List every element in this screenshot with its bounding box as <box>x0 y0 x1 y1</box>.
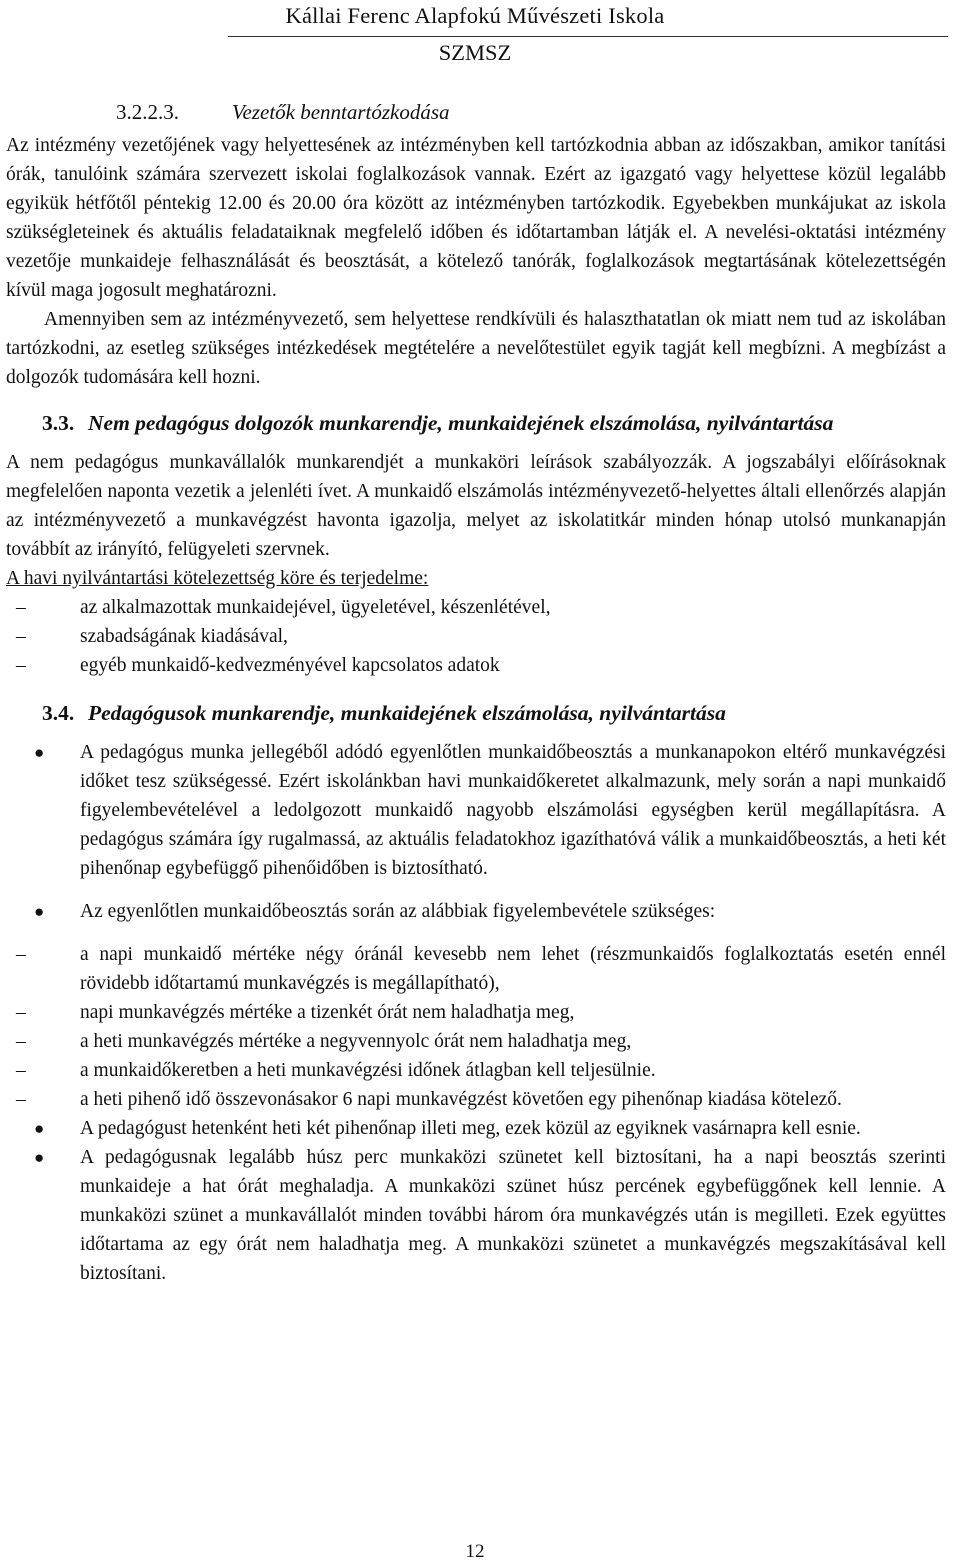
bullet-list <box>6 897 946 926</box>
dash-marker: – <box>16 626 26 647</box>
section-heading-34 <box>42 698 946 728</box>
section-heading-33 <box>42 408 946 438</box>
list-item: – a heti pihenő idő összevonásakor 6 napi munkavégzést követően egy pihenőnap kiadása kötelező. <box>6 1085 946 1114</box>
list-item: ● Az egyenlőtlen munkaidőbeosztás során az alábbiak figyelembevétele szükséges: <box>6 897 946 926</box>
dash-marker: – <box>16 655 26 676</box>
list-item: – szabadságának kiadásával, <box>6 622 946 651</box>
section-title: Pedagógusok munkarendje, munkaidejének elszámolása, nyilvántartása <box>88 701 726 725</box>
section-title: Nem pedagógus dolgozók munkarendje, munkaidejének elszámolása, nyilvántartása <box>88 411 834 435</box>
bullet-list <box>6 738 946 883</box>
document-body <box>6 98 946 1288</box>
bullet-marker: ● <box>34 743 45 762</box>
list-item: ● A pedagógusnak legalább húsz perc munkaközi szünetet kell biztosítani, ha a napi beosztás szerinti munkaideje a hat órát meghaladja. A munkaközi szünet húsz percének egybefüggőnek kell lennie. A munkaközi szünet a munkavállalót minden további három óra munkavégzés után is megilleti. Ezek együttes időtartama az egy órát nem haladhatja meg. A munkaközi szünetet a munkavégzés megszakításával kell biztosítani. <box>6 1143 946 1288</box>
paragraph: Amennyiben sem az intézményvezető, sem helyettese rendkívüli és halaszthatatlan ok miatt nem tud az iskolában tartózkodni, az esetleg szükséges intézkedések megtételére a nevelőtestület egyik tagját kell megbízni. A megbízást a dolgozók tudomására kell hozni. <box>6 309 946 388</box>
bullet-marker: ● <box>34 1119 45 1138</box>
bullet-marker: ● <box>34 902 45 921</box>
dash-list <box>6 593 946 680</box>
list-item: – a munkaidőkeretben a heti munkavégzési időnek átlagban kell teljesülnie. <box>6 1056 946 1085</box>
list-item: – a napi munkaidő mértéke négy óránál kevesebb nem lehet (részmunkaidős foglalkoztatás esetén ennél rövidebb időtartamú munkavégzés is megállapítható), <box>6 940 946 998</box>
list-item: – a heti munkavégzés mértéke a negyvennyolc órát nem haladhatja meg, <box>6 1027 946 1056</box>
dash-marker: – <box>16 1060 26 1081</box>
dash-marker: – <box>16 1002 26 1023</box>
section-number: 3.4. <box>42 701 75 725</box>
page-number: 12 <box>465 1541 485 1562</box>
section-number: 3.2.2.3. <box>116 100 179 124</box>
dash-marker: – <box>16 1031 26 1052</box>
header-rule <box>228 36 948 37</box>
paragraph: A nem pedagógus munkavállalók munkarendjét a munkaköri leírások szabályozzák. A jogszabályi előírásoknak megfelelően naponta vezetik a jelenléti ívet. A munkaidő elszámolás intézményvezető-helyettes általi ellenőrzés alapján az intézményvezető a munkavégzést havonta igazolja, melyet az iskolatitkár minden hónap utolsó munkanapján továbbít az irányító, felügyeleti szervnek. <box>6 452 946 560</box>
bullet-marker: ● <box>34 1148 45 1167</box>
section-heading-3223 <box>116 98 946 127</box>
section-title: Vezetők benntartózkodása <box>232 100 450 124</box>
school-name: Kállai Ferenc Alapfokú Művészeti Iskola <box>285 3 665 28</box>
list-item: ● A pedagógust hetenként heti két pihenőnap illeti meg, ezek közül az egyiknek vasárnapra kell esnie. <box>6 1114 946 1143</box>
list-item: – napi munkavégzés mértéke a tizenkét órát nem haladhatja meg, <box>6 998 946 1027</box>
document-code: SZMSZ <box>438 40 512 65</box>
paragraph: Az intézmény vezetőjének vagy helyettesének az intézményben kell tartózkodnia abban az időszakban, amikor tanítási órák, tanulóink számára szervezett iskolai foglalkozások vannak. Ezért az igazgató vagy helyettese közül legalább egyikük hétfőtől péntekig 12.00 és 20.00 óra között az intézményben tartózkodik. Egyebekben munkájukat az iskola szükségleteinek és aktuális feladataiknak megfelelő időben és időtartamban látják el. A nevelési-oktatási intézmény vezetője munkaideje felhasználását és beosztását, a kötelező tanórák, foglalkozások megtartásának kötelezettségén kívül maga jogosult meghatározni. <box>6 135 946 301</box>
dash-marker: – <box>16 1089 26 1110</box>
section-number: 3.3. <box>42 411 75 435</box>
dash-list <box>6 940 946 1114</box>
bullet-list <box>6 1114 946 1288</box>
dash-marker: – <box>16 597 26 618</box>
list-item: – az alkalmazottak munkaidejével, ügyeletével, készenlétével, <box>6 593 946 622</box>
dash-marker: – <box>16 944 26 965</box>
list-item: ● A pedagógus munka jellegéből adódó egyenlőtlen munkaidőbeosztás a munkanapokon eltérő munkavégzési időket tesz szükségessé. Ezért iskolánkban havi munkaidőkeretet alkalmazunk, mely során a napi munkaidő figyelembevételével a ledolgozott munkaidő nagyobb elszámolási egységben kerül megállapításra. A pedagógus számára így rugalmassá, az aktuális feladatokhoz igazíthatóvá válik a munkaidőbeosztás, a heti két pihenőnap egybefüggő pihenőidőben is biztosítható. <box>6 738 946 883</box>
list-item: – egyéb munkaidő-kedvezményével kapcsolatos adatok <box>6 651 946 680</box>
subheading: A havi nyilvántartási kötelezettség köre és terjedelme: <box>6 568 429 589</box>
